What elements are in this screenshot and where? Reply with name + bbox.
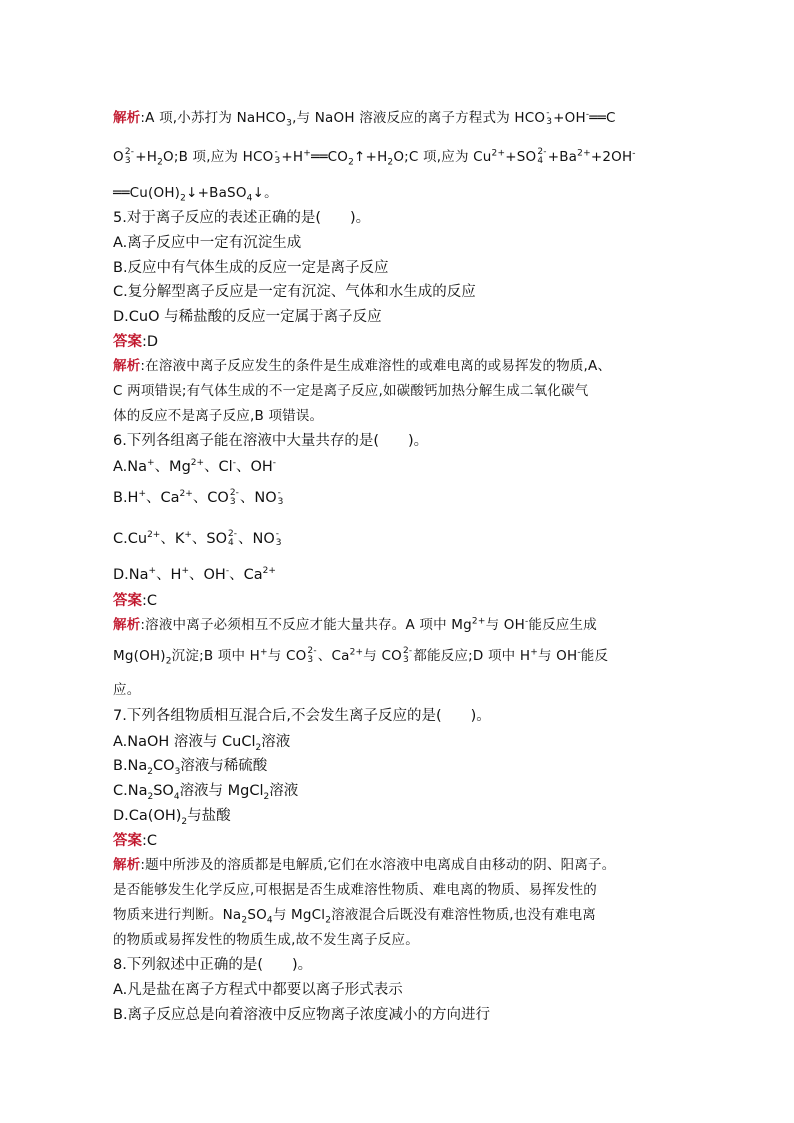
q7-analysis-line-2: 是否能够发生化学反应,可根据是否生成难溶性物质、难电离的物质、易挥发性的 [113,882,597,898]
q4-analysis-line-3: $══Cu(OH)_2↓+BaSO_4↓$。 [113,185,278,204]
q7-stem: 7.下列各组物质相互混合后,不会发生离子反应的是( )。 [113,708,491,724]
q7-option-a: A.NaOH 溶液与 CuCl$_2$溶液 [113,734,291,753]
analysis-label: 解析 [113,110,141,126]
q5-analysis-line-1: 解析:在溶液中离子反应发生的条件是生成难溶性的或难电离的或易挥发的物质,A、 [113,358,612,374]
q8-option-a: A.凡是盐在离子方程式中都要以离子形式表示 [113,982,403,998]
q6-option-b: B.H+、$Ca^{2+}$、CO 2- 3 、NO - 3 [113,488,284,507]
q4-analysis-line-2: O 2- 3 $+H_2O;B$ 项,应为 HCO - 3 $+H^+══CO_2↑+H_2O;C$ 项,应为 $Cu^{2+}+SO$ 2- 4 $+Ba^{2+}+2OH^-$ [113,147,636,168]
q5-option-a: A.离子反应中一定有沉淀生成 [113,235,302,251]
q6-analysis-line-1: 解析:溶液中离子必须相互不反应才能大量共存。A 项中 $Mg^{2+}$与 OH-能反应生成 [113,616,597,633]
q7-analysis-line-4: 的物质或易挥发性的物质生成,故不发生离子反应。 [113,932,419,948]
q5-option-d: D.CuO 与稀盐酸的反应一定属于离子反应 [113,309,382,325]
q6-answer: 答案:C [113,593,158,609]
q6-stem: 6.下列各组离子能在溶液中大量共存的是( )。 [113,433,429,449]
q6-option-c: $C.Cu^{2+}$、K+、SO 2- 4 、NO - 3 [113,529,282,548]
q5-option-c: C.复分解型离子反应是一定有沉淀、气体和水生成的反应 [113,284,476,300]
q7-option-b: $B.Na_2CO_3$溶液与稀硫酸 [113,758,268,777]
q7-option-c: $C.Na_2SO_4$溶液与 MgCl$_2$溶液 [113,783,299,802]
q8-option-b: B.离子反应总是向着溶液中反应物离子浓度减小的方向进行 [113,1007,491,1023]
q8-stem: 8.下列叙述中正确的是( )。 [113,957,313,973]
q7-analysis-line-1: 解析:题中所涉及的溶质都是电解质,它们在水溶液中电离成自由移动的阴、阳离子。 [113,857,616,873]
q5-analysis-line-3: 体的反应不是离子反应,B 项错误。 [113,408,324,424]
q6-analysis-line-3: 应。 [113,682,141,698]
q5-answer: 答案:D [113,334,159,350]
q5-analysis-line-2: C 两项错误;有气体生成的不一定是离子反应,如碳酸钙加热分解生成二氧化碳气 [113,383,589,399]
q7-option-d: $D.Ca(OH)_2$与盐酸 [113,808,231,827]
q6-analysis-line-2: $Mg(OH)_2$沉淀;B 项中 H+与 CO 2- 3 、$Ca^{2+}$与 CO 2- 3 都能反应;D 项中 H+与 OH-能反 [113,646,609,667]
q4-analysis-line-1: 解析:A 项,小苏打为 NaHCO$_3$,与 NaOH 溶液反应的离子方程式为 HCO - 3 +OH-══C [113,108,616,129]
q5-stem: 5.对于离子反应的表述正确的是( )。 [113,210,371,226]
q6-option-d: D.Na+、H+、OH-、$Ca^{2+}$ [113,566,276,583]
q5-option-b: B.反应中有气体生成的反应一定是离子反应 [113,260,389,276]
q6-option-a: A.Na+、$Mg^{2+}$、Cl-、OH- [113,458,277,475]
q7-analysis-line-3: 物质来进行判断。$Na_2SO_4$与 MgCl$_2$溶液混合后既没有难溶性物质,也没有难电离 [113,907,596,926]
q7-answer: 答案:C [113,833,158,849]
